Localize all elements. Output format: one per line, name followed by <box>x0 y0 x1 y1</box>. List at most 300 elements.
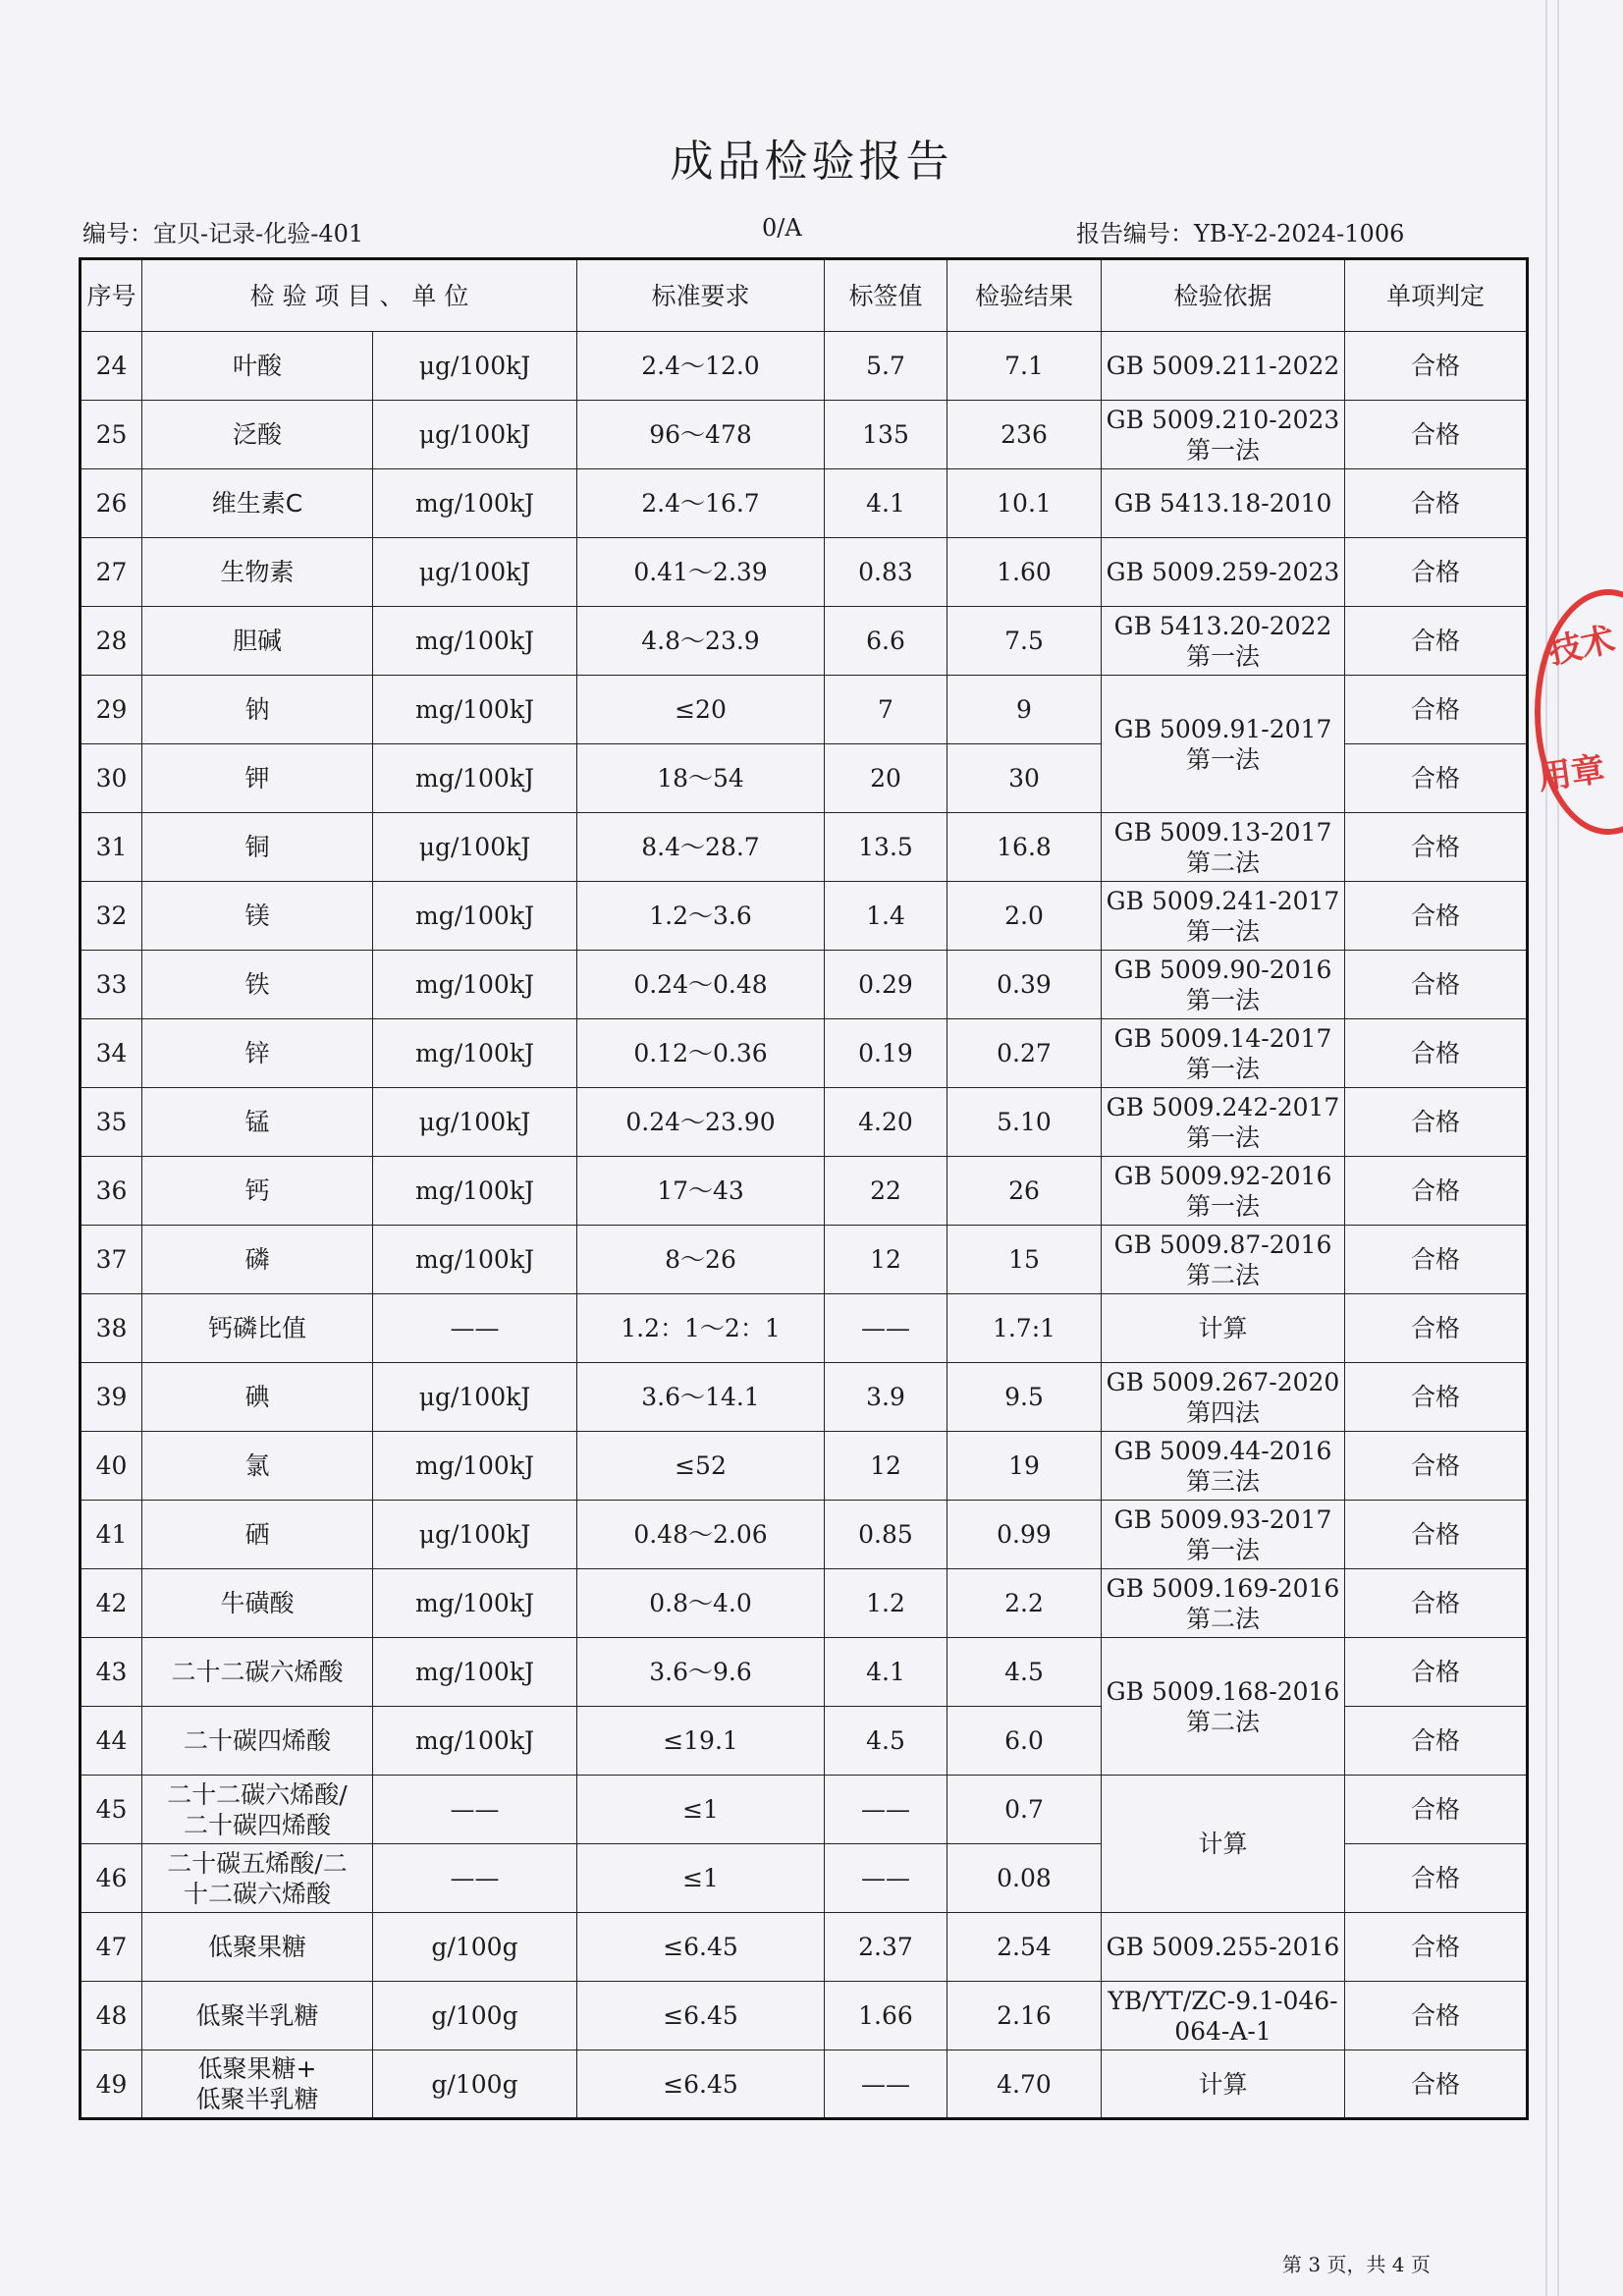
table-header-row <box>81 259 1528 332</box>
label-value-cell: —— <box>825 1844 947 1913</box>
item-cell <box>142 401 373 469</box>
unit-cell: μg/100kJ <box>373 1088 577 1157</box>
unit-cell: mg/100kJ <box>373 607 577 676</box>
label-value-cell: 0.29 <box>825 951 947 1019</box>
cell-line: GB 5009.14-2017 <box>1113 1023 1332 1053</box>
standard-cell: 1.2～3.6 <box>577 882 825 951</box>
judgement-cell: 合格 <box>1345 469 1528 538</box>
result-cell: 0.08 <box>947 1844 1102 1913</box>
judgement-cell: 合格 <box>1345 1363 1528 1432</box>
cell-line: GB 5009.242-2017 <box>1106 1092 1340 1121</box>
method-cell <box>1102 676 1345 813</box>
cell-line: 二十二碳六烯酸/ <box>167 1779 348 1809</box>
unit-cell: —— <box>373 1844 577 1913</box>
table-row <box>81 1226 1528 1294</box>
cell-line: 二十碳五烯酸/二 <box>167 1848 348 1878</box>
item-cell <box>142 1913 373 1982</box>
table-row <box>81 813 1528 882</box>
cell-line: 计算 <box>1198 1830 1248 1858</box>
label-value-cell: 4.1 <box>825 1638 947 1707</box>
result-cell: 0.39 <box>947 951 1102 1019</box>
judgement-cell: 合格 <box>1345 1569 1528 1638</box>
cell-line: GB 5009.44-2016 <box>1113 1436 1332 1465</box>
unit-cell: g/100g <box>373 1913 577 1982</box>
judgement-cell: 合格 <box>1345 401 1528 469</box>
seq-cell: 29 <box>81 676 142 744</box>
cell-line: 第一法 <box>1185 1535 1260 1564</box>
table-row <box>81 332 1528 401</box>
item-cell <box>142 1707 373 1776</box>
method-cell <box>1102 1569 1345 1638</box>
standard-cell: 2.4～16.7 <box>577 469 825 538</box>
judgement-cell: 合格 <box>1345 1432 1528 1501</box>
judgement-cell: 合格 <box>1345 882 1528 951</box>
cell-line: 第一法 <box>1185 916 1260 946</box>
label-value-cell: 135 <box>825 401 947 469</box>
judgement-cell: 合格 <box>1345 607 1528 676</box>
unit-cell: mg/100kJ <box>373 469 577 538</box>
seq-cell: 43 <box>81 1638 142 1707</box>
label-value-cell: 2.37 <box>825 1913 947 1982</box>
cell-line: 牛磺酸 <box>220 1589 295 1617</box>
cell-line: 第一法 <box>1185 1054 1260 1083</box>
cell-line: 第一法 <box>1185 744 1260 774</box>
table-row <box>81 1088 1528 1157</box>
cell-line: 计算 <box>1198 1314 1248 1342</box>
seq-cell: 30 <box>81 744 142 813</box>
table-row <box>81 1019 1528 1088</box>
cell-line: GB 5009.92-2016 <box>1113 1161 1332 1190</box>
seq-cell: 37 <box>81 1226 142 1294</box>
table-row <box>81 1501 1528 1569</box>
result-cell: 9 <box>947 676 1102 744</box>
col-header-result: 检验结果 <box>947 259 1102 332</box>
cell-line: 二十二碳六烯酸 <box>171 1658 344 1686</box>
judgement-cell: 合格 <box>1345 2050 1528 2119</box>
item-cell <box>142 1019 373 1088</box>
cell-line: GB 5413.18-2010 <box>1113 489 1332 518</box>
unit-cell: mg/100kJ <box>373 951 577 1019</box>
seq-cell: 46 <box>81 1844 142 1913</box>
record-number: 编号：宜贝-记录-化验-401 <box>82 220 364 247</box>
item-cell <box>142 951 373 1019</box>
cell-line: GB 5009.91-2017 <box>1113 714 1332 743</box>
cell-line: 第二法 <box>1185 1604 1260 1633</box>
result-cell: 0.99 <box>947 1501 1102 1569</box>
item-cell <box>142 1088 373 1157</box>
table-row <box>81 1294 1528 1363</box>
cell-line: GB 5009.267-2020 <box>1106 1367 1340 1396</box>
seq-cell: 27 <box>81 538 142 607</box>
result-cell: 0.7 <box>947 1776 1102 1844</box>
result-cell: 236 <box>947 401 1102 469</box>
table-row <box>81 607 1528 676</box>
seq-cell: 40 <box>81 1432 142 1501</box>
item-cell <box>142 1638 373 1707</box>
inspection-table <box>79 257 1529 2120</box>
cell-line: 铜 <box>244 833 270 861</box>
result-cell: 2.2 <box>947 1569 1102 1638</box>
cell-line: GB 5009.90-2016 <box>1113 955 1332 984</box>
label-value-cell: 12 <box>825 1226 947 1294</box>
label-value-cell: 5.7 <box>825 332 947 401</box>
judgement-cell: 合格 <box>1345 1019 1528 1088</box>
standard-cell: ≤1 <box>577 1844 825 1913</box>
standard-cell: 18～54 <box>577 744 825 813</box>
judgement-cell: 合格 <box>1345 332 1528 401</box>
cell-line: 第二法 <box>1185 1707 1260 1736</box>
seq-cell: 38 <box>81 1294 142 1363</box>
unit-cell: g/100g <box>373 1982 577 2050</box>
method-cell <box>1102 1294 1345 1363</box>
cell-line: 低聚果糖+ <box>197 2054 317 2083</box>
method-cell <box>1102 1432 1345 1501</box>
method-cell <box>1102 1363 1345 1432</box>
standard-cell: 0.48～2.06 <box>577 1501 825 1569</box>
cell-line: 低聚半乳糖 <box>195 2085 319 2113</box>
item-cell <box>142 469 373 538</box>
cell-line: 二十碳四烯酸 <box>183 1810 331 1839</box>
standard-cell: 3.6～14.1 <box>577 1363 825 1432</box>
cell-line: 第四法 <box>1185 1397 1260 1427</box>
table-row <box>81 1913 1528 1982</box>
cell-line: GB 5413.20-2022 <box>1113 611 1332 640</box>
result-cell: 2.54 <box>947 1913 1102 1982</box>
unit-cell: mg/100kJ <box>373 1638 577 1707</box>
version: 0/A <box>762 214 802 242</box>
cell-line: GB 5009.13-2017 <box>1113 817 1332 847</box>
cell-line: GB 5009.168-2016 <box>1106 1676 1340 1706</box>
standard-cell: ≤1 <box>577 1776 825 1844</box>
table-row <box>81 1776 1528 1844</box>
cell-line: 胆碱 <box>232 627 282 655</box>
result-cell: 2.16 <box>947 1982 1102 2050</box>
label-value-cell: —— <box>825 2050 947 2119</box>
judgement-cell: 合格 <box>1345 1501 1528 1569</box>
method-cell <box>1102 1088 1345 1157</box>
standard-cell: 8～26 <box>577 1226 825 1294</box>
label-value-cell: 1.2 <box>825 1569 947 1638</box>
result-cell: 7.1 <box>947 332 1102 401</box>
seq-cell: 31 <box>81 813 142 882</box>
unit-cell: μg/100kJ <box>373 1363 577 1432</box>
label-value-cell: 6.6 <box>825 607 947 676</box>
unit-cell: —— <box>373 1776 577 1844</box>
judgement-cell: 合格 <box>1345 951 1528 1019</box>
cell-line: 第一法 <box>1185 641 1260 671</box>
cell-line: 第一法 <box>1185 1191 1260 1221</box>
standard-cell: ≤6.45 <box>577 1913 825 1982</box>
table-row <box>81 1432 1528 1501</box>
judgement-cell: 合格 <box>1345 1157 1528 1226</box>
standard-cell: 0.24～0.48 <box>577 951 825 1019</box>
page-footer: 第 3 页，共 4 页 <box>1282 2253 1431 2276</box>
label-value-cell: 3.9 <box>825 1363 947 1432</box>
result-cell: 1.60 <box>947 538 1102 607</box>
cell-line: 碘 <box>244 1383 270 1411</box>
item-cell <box>142 1294 373 1363</box>
col-header-judgement: 单项判定 <box>1345 259 1528 332</box>
cell-line: 计算 <box>1198 2069 1248 2099</box>
judgement-cell: 合格 <box>1345 1844 1528 1913</box>
cell-line: GB 5009.169-2016 <box>1106 1573 1340 1603</box>
unit-cell: μg/100kJ <box>373 1501 577 1569</box>
unit-cell: mg/100kJ <box>373 744 577 813</box>
cell-line: GB 5009.210-2023 <box>1106 405 1340 434</box>
standard-cell: 2.4～12.0 <box>577 332 825 401</box>
table-row <box>81 676 1528 744</box>
standard-cell: 8.4～28.7 <box>577 813 825 882</box>
label-value-cell: 0.85 <box>825 1501 947 1569</box>
method-cell <box>1102 401 1345 469</box>
judgement-cell: 合格 <box>1345 1707 1528 1776</box>
cell-line: 锌 <box>244 1039 270 1067</box>
result-cell: 15 <box>947 1226 1102 1294</box>
result-cell: 10.1 <box>947 469 1102 538</box>
label-value-cell: 22 <box>825 1157 947 1226</box>
cell-line: 锰 <box>244 1108 270 1136</box>
cell-line: 铁 <box>244 970 270 999</box>
item-cell <box>142 1982 373 2050</box>
standard-cell: 0.12～0.36 <box>577 1019 825 1088</box>
cell-line: GB 5009.259-2023 <box>1106 558 1340 586</box>
cell-line: 钾 <box>244 764 270 793</box>
seq-cell: 24 <box>81 332 142 401</box>
standard-cell: 3.6～9.6 <box>577 1638 825 1707</box>
judgement-cell: 合格 <box>1345 744 1528 813</box>
method-cell <box>1102 951 1345 1019</box>
method-cell <box>1102 2050 1345 2119</box>
cell-line: 第一法 <box>1185 1122 1260 1152</box>
cell-line: 第二法 <box>1185 1260 1260 1289</box>
standard-cell: 4.8～23.9 <box>577 607 825 676</box>
judgement-cell: 合格 <box>1345 813 1528 882</box>
cell-line: 第二法 <box>1185 847 1260 877</box>
seq-cell: 34 <box>81 1019 142 1088</box>
cell-line: 钠 <box>244 695 270 724</box>
standard-cell: 0.8～4.0 <box>577 1569 825 1638</box>
method-cell <box>1102 538 1345 607</box>
result-cell: 26 <box>947 1157 1102 1226</box>
item-cell <box>142 882 373 951</box>
table-row <box>81 1363 1528 1432</box>
result-cell: 30 <box>947 744 1102 813</box>
judgement-cell: 合格 <box>1345 1982 1528 2050</box>
label-value-cell: 4.5 <box>825 1707 947 1776</box>
item-cell <box>142 1501 373 1569</box>
judgement-cell: 合格 <box>1345 1776 1528 1844</box>
seq-cell: 47 <box>81 1913 142 1982</box>
cell-line: 十二碳六烯酸 <box>183 1879 331 1908</box>
cell-line: 二十碳四烯酸 <box>183 1726 331 1755</box>
item-cell <box>142 744 373 813</box>
method-cell <box>1102 469 1345 538</box>
cell-line: 钙 <box>244 1176 270 1205</box>
col-header-standard: 标准要求 <box>577 259 825 332</box>
seq-cell: 41 <box>81 1501 142 1569</box>
stamp-text-top: 技术 <box>1544 620 1619 673</box>
unit-cell: μg/100kJ <box>373 401 577 469</box>
item-cell <box>142 538 373 607</box>
method-cell <box>1102 1982 1345 2050</box>
cell-line: 低聚半乳糖 <box>195 2001 319 2030</box>
cell-line: 维生素C <box>211 489 303 518</box>
table-row <box>81 951 1528 1019</box>
cell-line: 第一法 <box>1185 435 1260 465</box>
judgement-cell: 合格 <box>1345 1913 1528 1982</box>
cell-line: 镁 <box>244 902 270 930</box>
table-body <box>81 332 1528 2119</box>
standard-cell: ≤19.1 <box>577 1707 825 1776</box>
standard-cell: ≤20 <box>577 676 825 744</box>
seq-cell: 48 <box>81 1982 142 2050</box>
table-row <box>81 469 1528 538</box>
seq-cell: 45 <box>81 1776 142 1844</box>
result-cell: 9.5 <box>947 1363 1102 1432</box>
standard-cell: ≤6.45 <box>577 2050 825 2119</box>
label-value-cell: 13.5 <box>825 813 947 882</box>
unit-cell: mg/100kJ <box>373 882 577 951</box>
label-value-cell: 1.4 <box>825 882 947 951</box>
report-number: 报告编号：YB-Y-2-2024-1006 <box>1076 220 1405 247</box>
seq-cell: 42 <box>81 1569 142 1638</box>
result-cell: 2.0 <box>947 882 1102 951</box>
unit-cell: μg/100kJ <box>373 332 577 401</box>
unit-cell: g/100g <box>373 2050 577 2119</box>
cell-line: 氯 <box>244 1451 270 1480</box>
result-cell: 4.70 <box>947 2050 1102 2119</box>
item-cell <box>142 1363 373 1432</box>
standard-cell: ≤6.45 <box>577 1982 825 2050</box>
method-cell <box>1102 607 1345 676</box>
result-cell: 6.0 <box>947 1707 1102 1776</box>
seq-cell: 26 <box>81 469 142 538</box>
item-cell <box>142 676 373 744</box>
unit-cell: μg/100kJ <box>373 538 577 607</box>
seq-cell: 44 <box>81 1707 142 1776</box>
table-row <box>81 401 1528 469</box>
result-cell: 7.5 <box>947 607 1102 676</box>
table-row <box>81 1569 1528 1638</box>
seq-cell: 49 <box>81 2050 142 2119</box>
standard-cell: 96～478 <box>577 401 825 469</box>
label-value-cell: 1.66 <box>825 1982 947 2050</box>
seq-cell: 36 <box>81 1157 142 1226</box>
cell-line: GB 5009.87-2016 <box>1113 1230 1332 1259</box>
label-value-cell: 7 <box>825 676 947 744</box>
unit-cell: mg/100kJ <box>373 676 577 744</box>
standard-cell: 17～43 <box>577 1157 825 1226</box>
table-row <box>81 882 1528 951</box>
method-cell <box>1102 1157 1345 1226</box>
standard-cell: ≤52 <box>577 1432 825 1501</box>
cell-line: 钙磷比值 <box>207 1314 306 1342</box>
table-row <box>81 538 1528 607</box>
seq-cell: 25 <box>81 401 142 469</box>
cell-line: YB/YT/ZC-9.1-046- <box>1108 1986 1338 2015</box>
judgement-cell: 合格 <box>1345 676 1528 744</box>
item-cell <box>142 607 373 676</box>
item-cell <box>142 1157 373 1226</box>
method-cell <box>1102 1913 1345 1982</box>
unit-cell: mg/100kJ <box>373 1707 577 1776</box>
cell-line: 叶酸 <box>232 352 282 380</box>
cell-line: 磷 <box>244 1245 270 1274</box>
table-row <box>81 1982 1528 2050</box>
col-header-label: 标签值 <box>825 259 947 332</box>
cell-line: 生物素 <box>220 558 295 586</box>
method-cell <box>1102 1638 1345 1776</box>
unit-cell: mg/100kJ <box>373 1569 577 1638</box>
item-cell <box>142 1432 373 1501</box>
standard-cell: 0.24～23.90 <box>577 1088 825 1157</box>
cell-line: GB 5009.93-2017 <box>1113 1504 1332 1534</box>
item-cell <box>142 2050 373 2119</box>
label-value-cell: 20 <box>825 744 947 813</box>
scan-edge-line <box>1557 0 1559 2296</box>
seq-cell: 39 <box>81 1363 142 1432</box>
seq-cell: 28 <box>81 607 142 676</box>
cell-line: 第三法 <box>1185 1466 1260 1496</box>
result-cell: 1.7:1 <box>947 1294 1102 1363</box>
unit-cell: mg/100kJ <box>373 1226 577 1294</box>
judgement-cell: 合格 <box>1345 1088 1528 1157</box>
scan-edge-line <box>1545 0 1547 2296</box>
method-cell <box>1102 813 1345 882</box>
label-value-cell: 12 <box>825 1432 947 1501</box>
report-title: 成品检验报告 <box>670 137 953 187</box>
method-cell <box>1102 1226 1345 1294</box>
label-value-cell: 4.20 <box>825 1088 947 1157</box>
cell-line: 低聚果糖 <box>207 1933 306 1961</box>
col-header-seq: 序号 <box>81 259 142 332</box>
table-row <box>81 2050 1528 2119</box>
label-value-cell: —— <box>825 1294 947 1363</box>
unit-cell: mg/100kJ <box>373 1019 577 1088</box>
item-cell <box>142 1844 373 1913</box>
unit-cell: —— <box>373 1294 577 1363</box>
method-cell <box>1102 1776 1345 1913</box>
cell-line: 第一法 <box>1185 985 1260 1014</box>
item-cell <box>142 1776 373 1844</box>
cell-line: GB 5009.211-2022 <box>1106 352 1340 380</box>
label-value-cell: 0.83 <box>825 538 947 607</box>
judgement-cell: 合格 <box>1345 1638 1528 1707</box>
seq-cell: 32 <box>81 882 142 951</box>
unit-cell: μg/100kJ <box>373 813 577 882</box>
result-cell: 19 <box>947 1432 1102 1501</box>
label-value-cell: 4.1 <box>825 469 947 538</box>
result-cell: 4.5 <box>947 1638 1102 1707</box>
cell-line: GB 5009.241-2017 <box>1106 886 1340 915</box>
judgement-cell: 合格 <box>1345 1226 1528 1294</box>
unit-cell: mg/100kJ <box>373 1432 577 1501</box>
method-cell <box>1102 332 1345 401</box>
result-cell: 5.10 <box>947 1088 1102 1157</box>
stamp-text-bottom: 用章 <box>1536 749 1607 798</box>
col-header-item: 检 验 项 目 、 单 位 <box>142 259 577 332</box>
cell-line: 硒 <box>244 1520 270 1549</box>
cell-line: 泛酸 <box>232 420 282 449</box>
judgement-cell: 合格 <box>1345 1294 1528 1363</box>
standard-cell: 1.2：1～2：1 <box>577 1294 825 1363</box>
standard-cell: 0.41～2.39 <box>577 538 825 607</box>
item-cell <box>142 332 373 401</box>
cell-line: 064-A-1 <box>1174 2016 1271 2046</box>
cell-line: GB 5009.255-2016 <box>1106 1933 1340 1961</box>
seq-cell: 35 <box>81 1088 142 1157</box>
item-cell <box>142 1226 373 1294</box>
